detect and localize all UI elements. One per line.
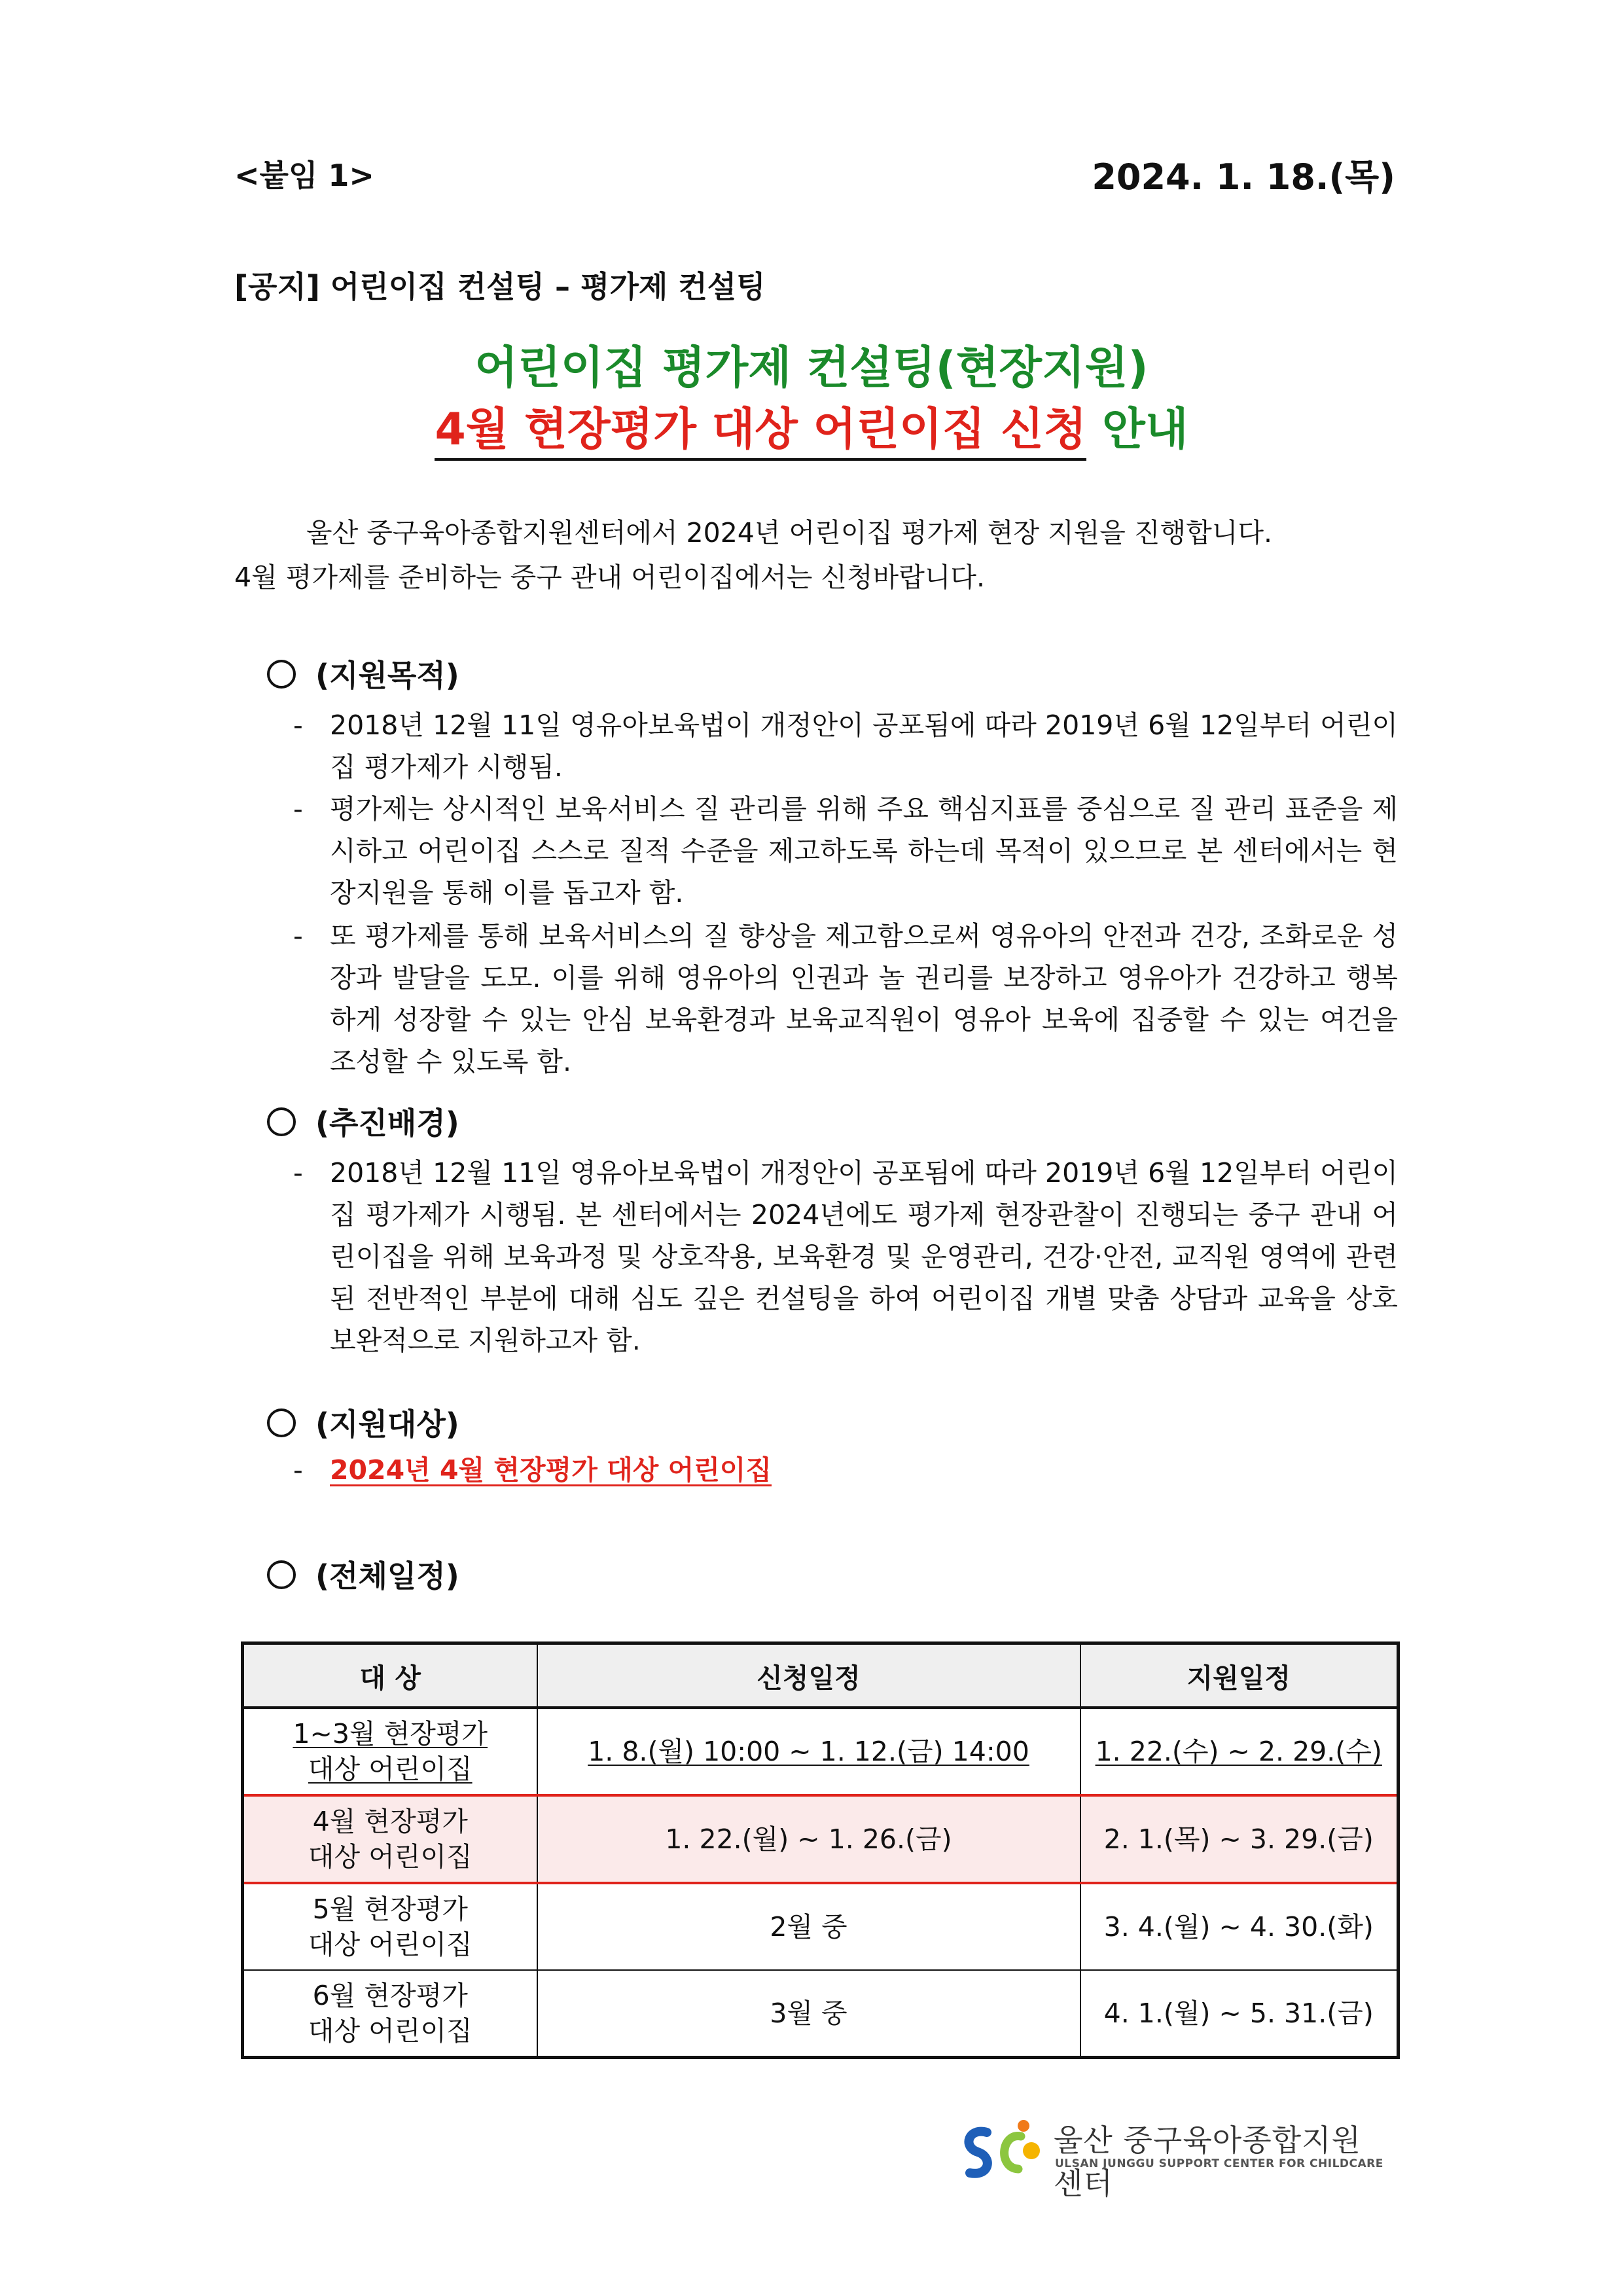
cell-support: 1. 22.(수) ~ 2. 29.(수) — [1080, 1708, 1399, 1795]
cell-support: 4. 1.(월) ~ 5. 31.(금) — [1080, 1970, 1399, 2058]
cell-support: 2. 1.(목) ~ 3. 29.(금) — [1080, 1795, 1399, 1883]
cell-target: 4월 현장평가 대상 어린이집 — [243, 1795, 537, 1883]
attachment-label: <붙임 1> — [234, 158, 374, 193]
circle-bullet-icon — [267, 660, 296, 689]
intro-paragraph — [234, 511, 1398, 600]
center-logo-subtitle: ULSAN JUNGGU SUPPORT CENTER FOR CHILDCARE — [1055, 2157, 1383, 2170]
header-apply: 신청일정 — [537, 1643, 1080, 1708]
header-support: 지원일정 — [1080, 1643, 1399, 1708]
header-target: 대 상 — [243, 1643, 537, 1708]
circle-bullet-icon — [267, 1107, 296, 1136]
table-row — [243, 1883, 1399, 1970]
title-line-1: 어린이집 평가제 컨설팅(현장지원) — [474, 342, 1149, 394]
title-highlight: 4월 현장평가 대상 어린이집 신청 — [435, 404, 1086, 461]
circle-bullet-icon — [267, 1408, 296, 1437]
schedule-table — [241, 1641, 1400, 2059]
purpose-item: - 또 평가제를 통해 보육서비스의 질 향상을 제고함으로써 영유아의 안전과 건강, 조화로운 성장과 발달을 도모. 이를 위해 영유아의 인권과 놀 권리를 보장하고 영유아가 건강하고 행복하게 성장할 수 있는 안심 보육환경과 보육교직원이 영유아 보육에 집중할 수 있는 여건을 조성할 수 있도록 함. — [293, 920, 1398, 1077]
table-row — [243, 1970, 1399, 2058]
purpose-item: - 2018년 12월 11일 영유아보육법이 개정안이 공포됨에 따라 2019년 6월 12일부터 어린이집 평가제가 시행됨. — [293, 709, 1398, 783]
cell-apply: 3월 중 — [537, 1970, 1080, 2058]
document-date: 2024. 1. 18.(목) — [1092, 156, 1395, 198]
title-suffix: 안내 — [1086, 404, 1188, 456]
cell-support: 3. 4.(월) ~ 4. 30.(화) — [1080, 1883, 1399, 1970]
cell-target: 1~3월 현장평가 대상 어린이집 — [243, 1708, 537, 1795]
cell-target: 6월 현장평가 대상 어린이집 — [243, 1970, 537, 2058]
section-heading-purpose: (지원목적) — [267, 652, 459, 695]
cell-apply: 1. 8.(월) 10:00 ~ 1. 12.(금) 14:00 — [537, 1708, 1080, 1795]
table-row-highlighted — [243, 1795, 1399, 1883]
table-row — [243, 1708, 1399, 1795]
center-logo-name: 울산 중구육아종합지원센터 — [1054, 2123, 1361, 2201]
cell-apply: 1. 22.(월) ~ 1. 26.(금) — [537, 1795, 1080, 1883]
background-item: - 2018년 12월 11일 영유아보육법이 개정안이 공포됨에 따라 2019년 6월 12일부터 어린이집 평가제가 시행됨. 본 센터에서는 2024년에도 평가제 현장관찰이 진행되는 중구 관내 어린이집을 위해 보육과정 및 상호작용, 보육환경 및 운영관리, 건강·안전, 교직원 영역에 관련된 전반적인 부분에 대해 심도 깊은 컨설팅을 하여 어린이집 개별 맞춤 상담과 교육을 상호 보완적으로 지원하고자 함. — [293, 1157, 1398, 1356]
notice-line: [공지] 어린이집 컨설팅 – 평가제 컨설팅 — [234, 269, 766, 304]
section-heading-schedule: (전체일정) — [267, 1552, 459, 1596]
center-logo — [955, 2113, 1387, 2201]
target-item: - 2024년 4월 현장평가 대상 어린이집 — [293, 1454, 772, 1486]
cell-target: 5월 현장평가 대상 어린이집 — [243, 1883, 537, 1970]
table-header-row — [243, 1643, 1399, 1708]
center-logo-icon — [955, 2113, 1047, 2185]
purpose-item: - 평가제는 상시적인 보육서비스 질 관리를 위해 주요 핵심지표를 중심으로 질 관리 표준을 제시하고 어린이집 스스로 질적 수준을 제고하도록 하는데 목적이 있으므로 본 센터에서는 현장지원을 통해 이를 돕고자 함. — [293, 793, 1398, 908]
intro-line-2: 4월 평가제를 준비하는 중구 관내 어린이집에서는 신청바랍니다. — [234, 562, 986, 593]
section-heading-background: (추진배경) — [267, 1100, 459, 1143]
title-line-2 — [0, 394, 1623, 457]
intro-line-1: 울산 중구육아종합지원센터에서 2024년 어린이집 평가제 현장 지원을 진행합니다. — [306, 517, 1272, 548]
circle-bullet-icon — [267, 1560, 296, 1589]
section-heading-target: (지원대상) — [267, 1401, 459, 1444]
cell-apply: 2월 중 — [537, 1883, 1080, 1970]
